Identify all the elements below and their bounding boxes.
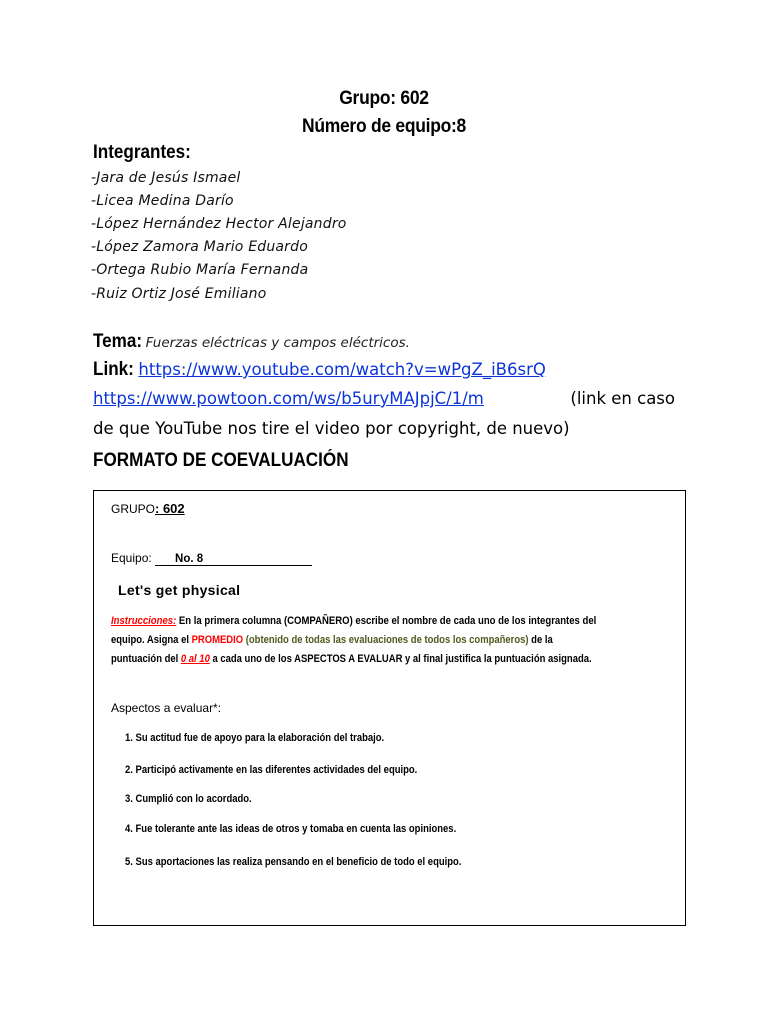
coevaluation-form-box	[93, 490, 686, 926]
form-team-value: No. 8	[155, 553, 312, 566]
group-title: Grupo: 602	[339, 88, 429, 109]
instructions-label: Instrucciones:	[111, 615, 177, 627]
link-label: Link:	[93, 359, 134, 380]
instructions-line-1	[111, 615, 671, 627]
form-heading: FORMATO DE COEVALUACIÓN	[93, 450, 349, 471]
instructions-text: puntuación del	[111, 653, 181, 665]
aspect-item: 4. Fue tolerante ante las ideas de otros y tomaba en cuenta las opiniones.	[125, 823, 457, 835]
powtoon-note-start: (link en caso	[570, 389, 675, 408]
member-item: -Ruiz Ortiz José Emiliano	[91, 286, 267, 302]
aspects-title: Aspectos a evaluar*:	[111, 701, 222, 715]
aspect-item: 5. Sus aportaciones las realiza pensando en el beneficio de todo el equipo.	[125, 856, 462, 868]
aspect-item: 1. Su actitud fue de apoyo para la elaboración del trabajo.	[125, 732, 385, 744]
aspect-item: 3. Cumplió con lo acordado.	[125, 793, 252, 805]
form-group-label: GRUPO	[111, 502, 156, 516]
member-item: -López Hernández Hector Alejandro	[91, 216, 347, 232]
powtoon-note-end: de que YouTube nos tire el video por copyright, de nuevo)	[93, 419, 570, 438]
instructions-text: equipo. Asigna el	[111, 634, 192, 646]
instructions-note: (obtenido de todas las evaluaciones de todos los compañeros)	[243, 634, 529, 646]
members-heading: Integrantes:	[93, 142, 191, 163]
member-item: -Licea Medina Darío	[91, 193, 234, 209]
form-subtitle: Let's get physical	[118, 582, 241, 598]
topic-text: Fuerzas eléctricas y campos eléctricos.	[145, 335, 410, 351]
powtoon-link-line	[93, 389, 675, 408]
youtube-link-line	[93, 359, 546, 381]
powtoon-link[interactable]: https://www.powtoon.com/ws/b5uryMAJpjC/1/m	[93, 389, 484, 408]
instructions-line-2	[111, 634, 671, 646]
member-item: -Ortega Rubio María Fernanda	[91, 262, 309, 278]
form-group-value: : 602	[155, 501, 185, 516]
instructions-text: de la	[528, 634, 553, 646]
youtube-link[interactable]: https://www.youtube.com/watch?v=wPgZ_iB6srQ	[138, 360, 546, 379]
promedio-highlight: PROMEDIO	[191, 634, 244, 646]
member-item: -López Zamora Mario Eduardo	[91, 239, 308, 255]
form-team-label: Equipo:	[111, 551, 156, 565]
team-number-title: Número de equipo:8	[301, 116, 467, 137]
form-group-row	[111, 501, 185, 516]
instructions-text: a cada uno de los ASPECTOS A EVALUAR y al final justifica la puntuación asignada.	[209, 653, 592, 665]
instructions-line-3	[111, 653, 671, 665]
aspect-item: 2. Participó activamente en las diferentes actividades del equipo.	[125, 764, 418, 776]
topic-line	[93, 331, 410, 353]
form-team-row	[111, 551, 312, 566]
range-highlight: 0 al 10	[180, 653, 210, 665]
member-item: -Jara de Jesús Ismael	[91, 170, 241, 186]
topic-label: Tema:	[93, 331, 143, 352]
instructions-text: En la primera columna (COMPAÑERO) escribe el nombre de cada uno de los integrantes del	[176, 615, 597, 627]
